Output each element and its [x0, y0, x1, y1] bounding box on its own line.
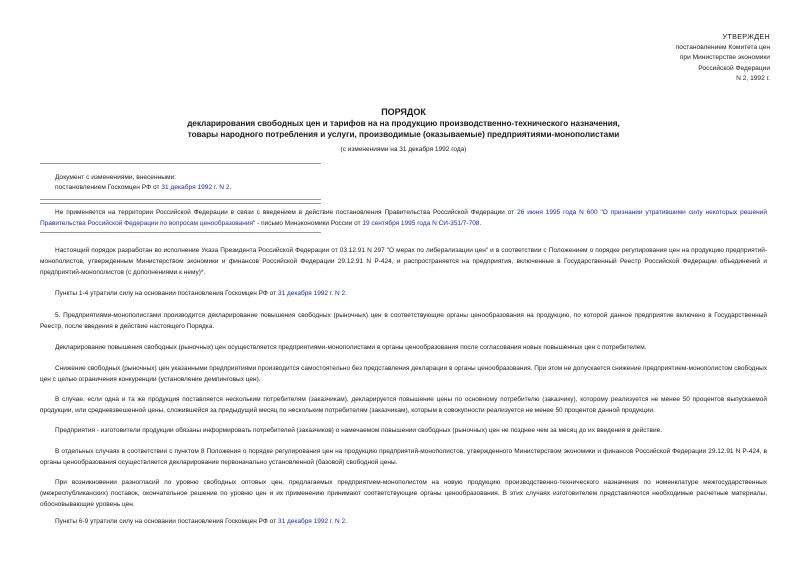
inform-paragraph: Предприятия - изготовители продукции обязаны информировать потребителей (заказчиков) о намечаемом повышении свободных (рыночных) цен не позднее чем за месяц до их введения в действие.	[55, 427, 663, 434]
notice-text: .	[479, 219, 482, 227]
approval-heading: УТВЕРЖДЕН	[722, 32, 770, 41]
doc-changes-source	[55, 183, 231, 194]
lost-force-1-4	[40, 289, 767, 300]
notice-text: " - письмо Минэкономики России от	[253, 219, 363, 227]
notice-text: Не применяется на территории Российской Федерации в связи с введением в действие постановления Правительства Российской Федерации от	[55, 209, 518, 216]
divider	[40, 203, 321, 204]
changes-note: (с изменениями на 31 декабря 1992 года)	[340, 146, 467, 153]
paragraph-5: 5. Предприятиями-монополистами производится декларирование повышения свободных (рыночных) цен в соответствующие органы ценообразования на продукцию, по которой данное предприятие включено в Государственный Реестр, после введения в действие настоящего Порядка.	[40, 312, 767, 330]
decree-link[interactable]: 31 декабря 1992 г. N 2	[277, 518, 346, 525]
document-title	[0, 107, 807, 140]
doc-changes-label: Документ с изменениями, внесенными:	[55, 174, 177, 181]
resolution-600-link[interactable]: 26 июня 1995 года N 600	[517, 209, 598, 216]
approval-line: Российской Федерации	[698, 64, 770, 72]
letter-link[interactable]: 19 сентября 1995 года N СИ-351/7-708	[362, 219, 480, 227]
declaration-paragraph: Декларирование повышения свободных (рыночных) цен осуществляется предприятиями-монополистами в органы ценообразования после согласования новых повышенных цен с потребителем.	[55, 344, 647, 351]
doc-changes-prefix: постановлением Госкомцен РФ от	[55, 184, 162, 191]
divider	[40, 232, 321, 233]
lost-force-text: Пункты 6-9 утратили силу на основании постановления Госкомцен РФ от	[55, 518, 278, 525]
intro-paragraph: Настоящий порядок разработан во исполнение Указа Президента Российской Федерации от 03.12.91 N 297 "О мерах по либерализации цен" и в соответствии с Положением о порядке регулирования цен на продукцию предприятий-монополистов, утвержденным Министерством экономики и финансов Российской Федерации 29.12.91 N Р-424, и распространяется на предприятия, включенные в Государственный Реестр Российской Федерации объединений и предприятий-монополистов (с дополнениями к нему)*.	[40, 247, 767, 276]
decree-link[interactable]: 31 декабря 1992 г. N 2	[277, 290, 346, 297]
approval-line: N 2, 1992 г.	[736, 75, 770, 83]
multiple-consumers-paragraph: В случае, если одна и та же продукция поставляется нескольким потребителям (заказчикам), декларируется повышение цены по основному потребителю (заказчику), которому реализуется не менее 50 процентов выпускаемой продукции, или средневзвешенной цены, сложившейся за предыдущий месяц по нескольким потребителям (заказчикам), которым в совокупности реализуется не менее 50 процентов данной продукции.	[40, 396, 767, 414]
decree-link[interactable]: 31 декабря 1992 г. N 2	[161, 184, 230, 191]
approval-line: при Министерстве экономики	[679, 54, 770, 62]
disagreements-paragraph: При возникновении разногласий по уровню свободных оптовых цен, предлагаемых предприятием-монополистом на новую продукцию производственно-технического назначения по номенклатуре межгосударственных (межреспубликанских) поставок, окончательное решение по уровню цен и их применению принимают соответствующие органы ценообразования. В этих случаях изготовителем представляются необходимые расчетные материалы, обосновывающие уровень цен.	[40, 479, 767, 508]
resolution-title-link[interactable]: О признании утратившими силу некоторых решений Правительства Российской Федерации по вопросам ценообразования	[40, 209, 767, 227]
special-cases-paragraph: В отдельных случаях в соответствии с пунктом 8 Положения о порядке регулирования цен на продукцию предприятий-монополистов, утвержденного Министерством экономики и финансов Российской Федерации 29.12.91 N Р-424, в органы ценообразования осуществляется декларирование первоначально установленной (базовой) свободной цены.	[40, 448, 767, 466]
approval-stamp	[676, 32, 770, 85]
notice-text: "	[597, 209, 603, 216]
title-line-2: товары народного потребления и услуги, производимые (оказываемые) предприятиями-монополистами	[187, 130, 620, 139]
title-main: ПОРЯДОК	[381, 107, 426, 117]
approval-line: постановлением Комитета цен	[675, 43, 770, 51]
lost-force-text: .	[345, 290, 347, 297]
lost-force-text: .	[345, 518, 347, 525]
reduction-paragraph: Снижение свободных (рыночных) цен указанными предприятиями производится самостоятельно без представления декларации в органы ценообразования. При этом не допускается снижение предприятием-монополистом свободных цен с целью ограничения конкуренции (установление демпинговых цен).	[40, 365, 767, 383]
divider	[40, 163, 321, 164]
lost-force-6-9	[40, 517, 767, 528]
doc-changes-suffix: .	[229, 184, 232, 191]
title-line-1: декларирования свободных цен и тарифов на на продукцию производственно-технического назначения,	[187, 119, 620, 128]
lost-force-text: Пункты 1-4 утратили силу на основании постановления Госкомцен РФ от	[55, 290, 278, 297]
divider	[40, 199, 321, 200]
notice-paragraph	[40, 208, 767, 230]
